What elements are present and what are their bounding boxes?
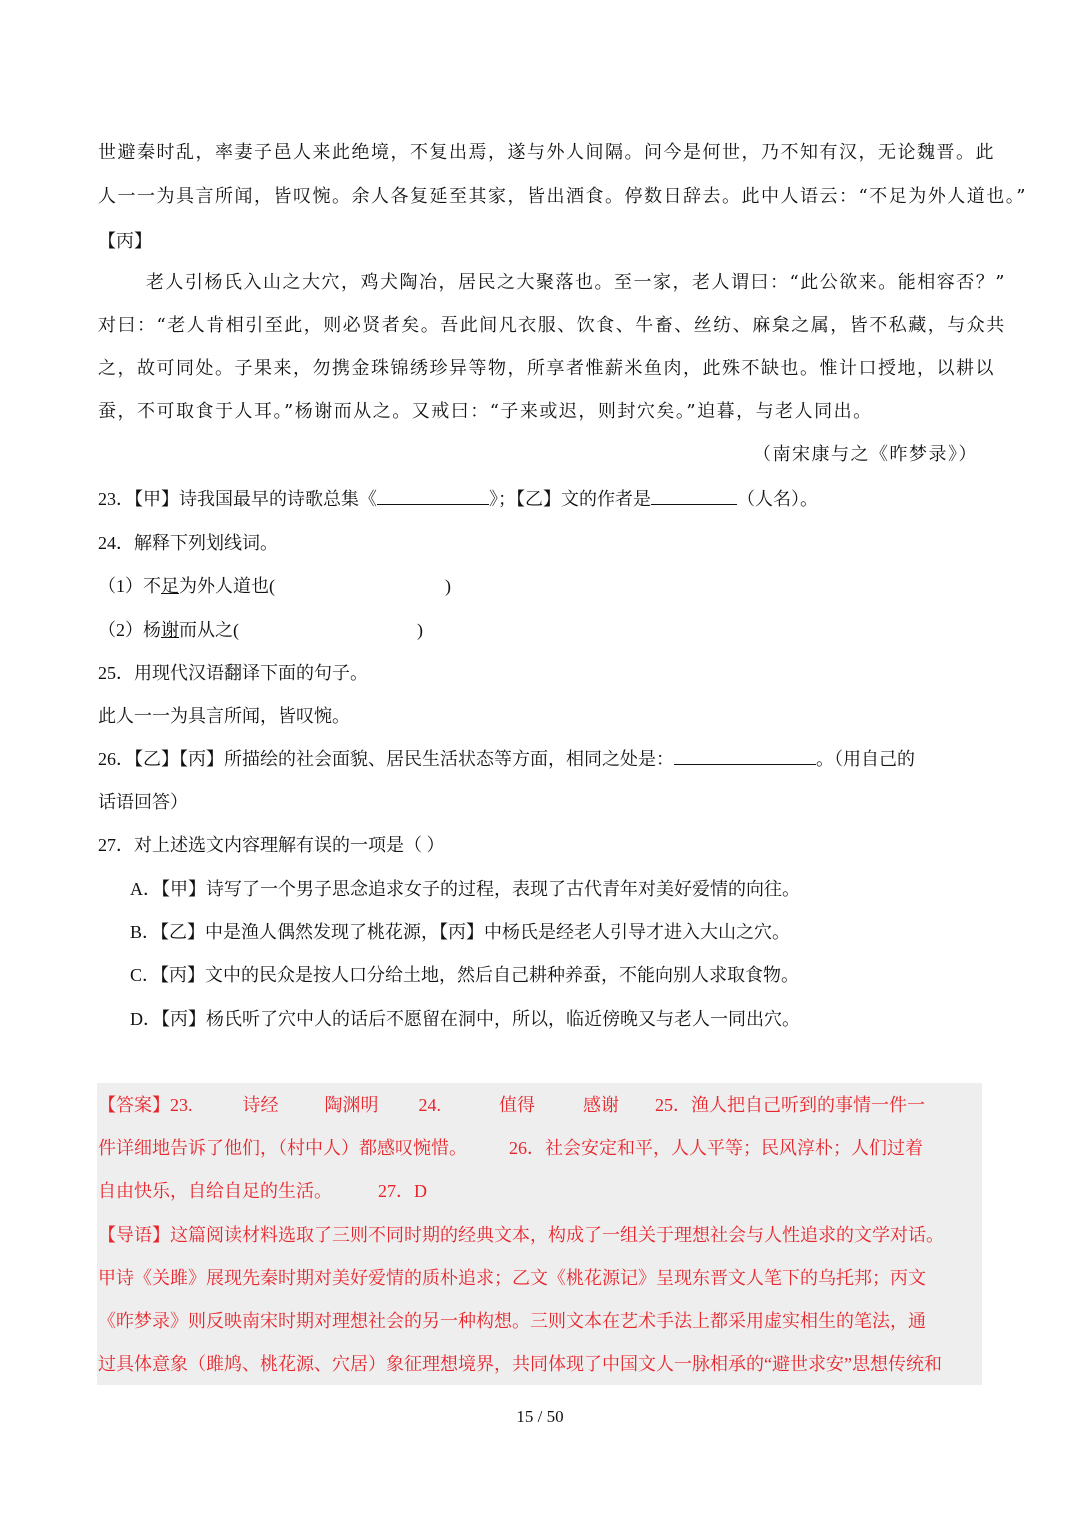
passage-line: 人一一为具言所闻，皆叹惋。余人各复延至其家，皆出酒食。停数日辞去。此中人语云：“不足为外人道也。” [98,186,1027,207]
question-23 [98,486,984,512]
question-text: 23．【甲】诗我国最早的诗歌总集《 [98,489,377,509]
guide-label: 【导语】 [98,1225,170,1245]
question-26 [98,746,984,772]
passage-line: 对曰：“老人肯相引至此，则必贤者矣。吾此间凡衣服、饮食、牛畜、丝纺、麻枲之属，皆不私藏，与众共 [98,315,1006,336]
passage-source: （南宋康与之《昨梦录》） [753,444,978,465]
answer-line-1 [98,1092,984,1118]
question-24-2 [98,617,984,643]
answer-blank[interactable] [651,486,737,505]
question-27: 27．对上述选文内容理解有误的一项是（ ） [98,835,445,855]
page-number: 15 / 50 [516,1407,564,1426]
passage-line: 世避秦时乱，率妻子邑人来此绝境，不复出焉，遂与外人间隔。问今是何世，乃不知有汉，无论魏晋。此 [98,142,995,163]
answer-line-3 [98,1178,984,1204]
answer-text: 感谢 [583,1095,619,1115]
guide-line-3: 《昨梦录》则反映南宋时期对理想社会的另一种构想。三则文本在艺术手法上都采用虚实相生的笔法，通 [98,1311,926,1331]
answer-text: 26．社会安定和平，人人平等；民风淳朴；人们过着 [509,1138,923,1158]
question-25-sentence: 此人一一为具言所闻，皆叹惋。 [98,706,350,726]
question-text: （1）不 [98,576,161,596]
question-text: 26．【乙】【丙】所描绘的社会面貌、居民生活状态等方面，相同之处是： [98,749,674,769]
answer-text: 件详细地告诉了他们，（村中人）都感叹惋惜。 [98,1138,467,1158]
answer-label: 【答案】 [98,1095,170,1115]
question-26-cont: 话语回答） [98,792,188,812]
option-b[interactable]: B．【乙】中是渔人偶然发现了桃花源，【丙】中杨氏是经老人引导才进入大山之穴。 [130,922,791,942]
question-25: 25．用现代汉语翻译下面的句子。 [98,663,368,683]
question-text: 为外人道也( [179,576,275,596]
question-text: 》；【乙】文的作者是 [489,489,651,509]
answer-text: 25．渔人把自己听到的事情一件一 [655,1095,925,1115]
option-a[interactable]: A．【甲】诗写了一个男子思念追求女子的过程，表现了古代青年对美好爱情的向往。 [130,879,800,899]
guide-line-4: 过具体意象（雎鸠、桃花源、穴居）象征理想境界，共同体现了中国文人一脉相承的“避世求安”思想传统和 [98,1354,942,1374]
answer-text: 值得 [499,1095,535,1115]
answer-blank[interactable] [377,486,489,505]
question-text: ) [417,620,423,640]
guide-text: 这篇阅读材料选取了三则不同时期的经典文本，构成了一组关于理想社会与人性追求的文学对话。 [170,1225,944,1245]
passage-line: 老人引杨氏入山之大穴，鸡犬陶冶，居民之大聚落也。至一家，老人谓曰：“此公欲来。能相容否？” [146,272,1006,293]
answer-blank[interactable] [674,746,816,765]
answer-text: 陶渊明 [324,1095,379,1115]
question-text: （2）杨 [98,620,161,640]
question-text: 。（用自己的 [816,749,915,769]
answer-text: 自由快乐，自给自足的生活。 [98,1181,332,1201]
question-text: 而从之( [179,620,239,640]
section-heading-bing: 【丙】 [98,231,152,251]
question-24: 24．解释下列划线词。 [98,533,278,553]
option-c[interactable]: C．【丙】文中的民众是按人口分给土地，然后自己耕种养蚕，不能向别人求取食物。 [130,965,800,985]
option-d[interactable]: D．【丙】杨氏听了穴中人的话后不愿留在洞中，所以，临近傍晚又与老人一同出穴。 [130,1009,800,1029]
passage-line: 之，故可同处。子果来，勿携金珠锦绣珍异等物，所享者惟薪米鱼肉，此殊不缺也。惟计口授地，以耕以 [98,358,995,379]
question-text: ) [445,576,451,596]
answer-text: 27．D [378,1181,427,1201]
passage-line: 蚕，不可取食于人耳。”杨谢而从之。又戒曰：“子来或迟，则封穴矣。”迫暮，与老人同出。 [98,401,873,422]
answer-text: 24. [418,1095,441,1115]
guide-line-1 [98,1222,984,1248]
underlined-word: 足 [161,576,179,596]
answer-text: 23. [170,1095,193,1115]
underlined-word: 谢 [161,620,179,640]
question-24-1 [98,573,984,599]
question-text: （人名）。 [737,489,818,509]
answer-text: 诗经 [242,1095,279,1115]
answer-line-2 [98,1135,984,1161]
guide-line-2: 甲诗《关雎》展现先秦时期对美好爱情的质朴追求；乙文《桃花源记》呈现东晋文人笔下的乌托邦；丙文 [98,1268,926,1288]
